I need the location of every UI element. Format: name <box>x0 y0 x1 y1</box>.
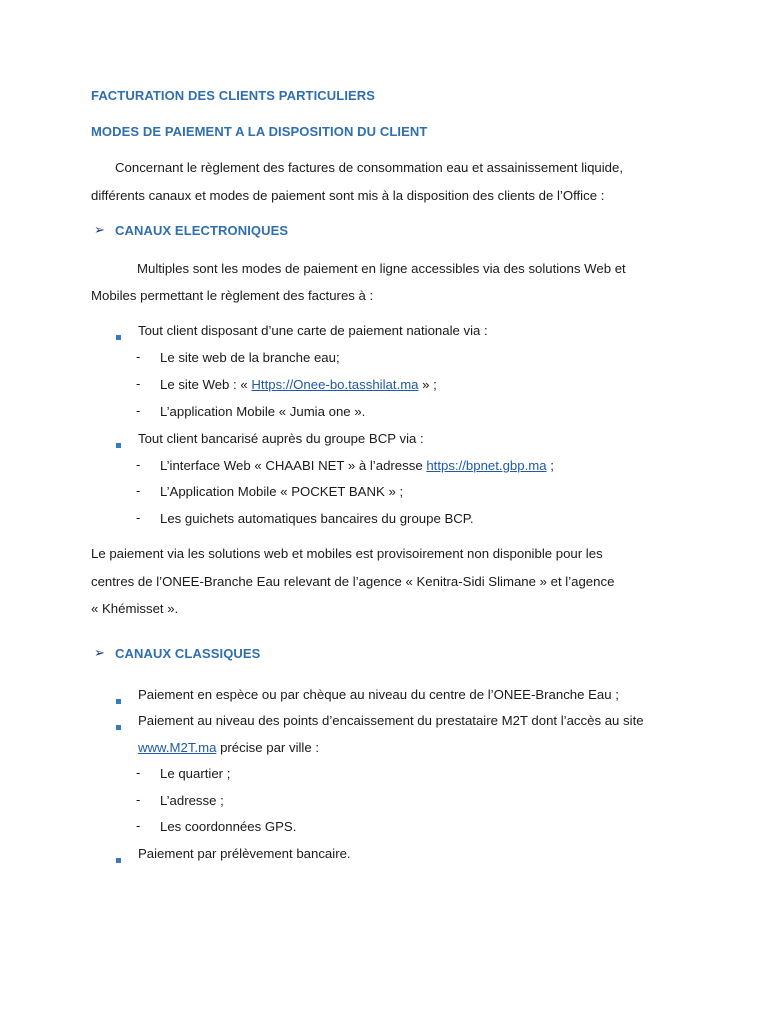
sub-item-quartier: Le quartier ; <box>160 766 231 781</box>
square-bullet-icon <box>116 435 121 453</box>
sub-item-tasshilat-site: Le site Web : « Https://Onee-bo.tasshilat.ma » ; <box>160 377 437 392</box>
section-heading-classic: CANAUX CLASSIQUES <box>115 646 261 661</box>
section-heading-electronic: CANAUX ELECTRONIQUES <box>115 223 289 238</box>
bullet-m2t-line-1: Paiement au niveau des points d’encaissement du prestataire M2T dont l’accès au site <box>138 713 644 728</box>
tasshilat-link[interactable]: Https://Onee-bo.tasshilat.ma <box>251 377 419 392</box>
dash-bullet-icon: - <box>136 510 141 525</box>
bullet-card-holders: Tout client disposant d’une carte de paiement nationale via : <box>138 323 488 338</box>
square-bullet-icon <box>116 327 121 345</box>
square-bullet-icon <box>116 850 121 868</box>
dash-bullet-icon: - <box>136 457 141 472</box>
square-bullet-icon <box>116 717 121 735</box>
document-title: FACTURATION DES CLIENTS PARTICULIERS <box>91 88 376 103</box>
dash-bullet-icon: - <box>136 403 141 418</box>
dash-bullet-icon: - <box>136 818 141 833</box>
dash-bullet-icon: - <box>136 792 141 807</box>
arrow-bullet-icon: ➢ <box>94 645 105 660</box>
bullet-cash-cheque: Paiement en espèce ou par chèque au niveau du centre de l’ONEE-Branche Eau ; <box>138 687 619 702</box>
notice-line-2: centres de l’ONEE-Branche Eau relevant de l’agence « Kenitra-Sidi Slimane » et l’agence <box>91 574 615 589</box>
notice-line-1: Le paiement via les solutions web et mobiles est provisoirement non disponible pour les <box>91 546 603 561</box>
m2t-link[interactable]: www.M2T.ma <box>138 740 217 755</box>
bullet-direct-debit: Paiement par prélèvement bancaire. <box>138 846 351 861</box>
sub-item-branch-website: Le site web de la branche eau; <box>160 350 340 365</box>
sub-item-pocket-bank: L’Application Mobile « POCKET BANK » ; <box>160 484 404 499</box>
electronic-intro-line-1: Multiples sont les modes de paiement en ligne accessibles via des solutions Web et <box>137 261 626 276</box>
bpnet-link[interactable]: https://bpnet.gbp.ma <box>426 458 547 473</box>
bullet-m2t-line-2: www.M2T.ma précise par ville : <box>138 740 320 755</box>
electronic-intro-line-2: Mobiles permettant le règlement des factures à : <box>91 288 374 303</box>
dash-bullet-icon: - <box>136 765 141 780</box>
sub-item-atm: Les guichets automatiques bancaires du groupe BCP. <box>160 511 474 526</box>
intro-line-2: différents canaux et modes de paiement sont mis à la disposition des clients de l’Office : <box>91 188 605 203</box>
dash-bullet-icon: - <box>136 376 141 391</box>
document-subtitle: MODES DE PAIEMENT A LA DISPOSITION DU CLIENT <box>91 124 428 139</box>
arrow-bullet-icon: ➢ <box>94 222 105 237</box>
sub-item-gps: Les coordonnées GPS. <box>160 819 297 834</box>
square-bullet-icon <box>116 691 121 709</box>
sub-item-chaabi-net: L’interface Web « CHAABI NET » à l’adresse https://bpnet.gbp.ma ; <box>160 458 554 473</box>
dash-bullet-icon: - <box>136 349 141 364</box>
dash-bullet-icon: - <box>136 483 141 498</box>
sub-item-adresse: L’adresse ; <box>160 793 224 808</box>
sub-item-jumia-app: L’application Mobile « Jumia one ». <box>160 404 366 419</box>
notice-line-3: « Khémisset ». <box>91 601 179 616</box>
bullet-bcp-clients: Tout client bancarisé auprès du groupe BCP via : <box>138 431 424 446</box>
intro-line-1: Concernant le règlement des factures de consommation eau et assainissement liquide, <box>115 160 624 175</box>
